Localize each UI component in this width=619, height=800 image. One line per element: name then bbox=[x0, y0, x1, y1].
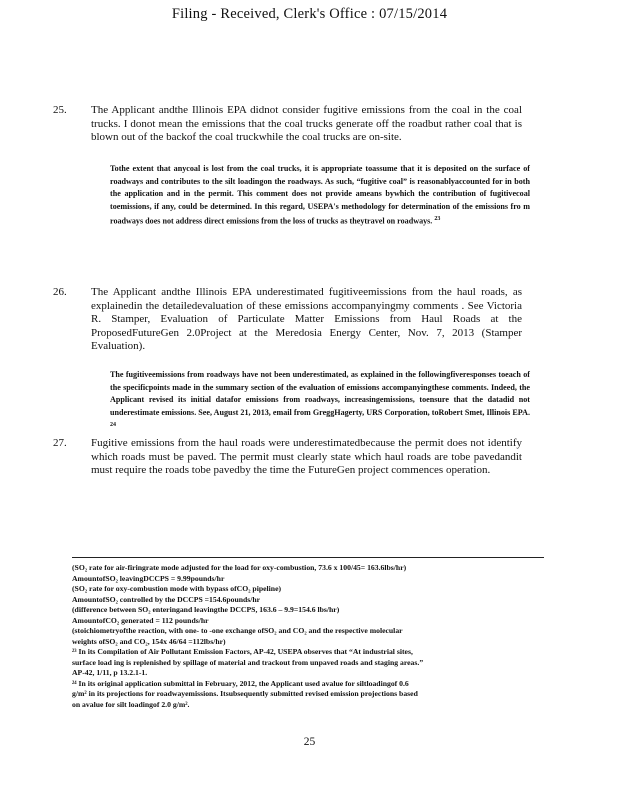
paragraph-text: The Applicant andthe Illinois EPA underestimated fugitiveemissions from the haul roads, as explainedin the detailedevaluation of these emissions accompanyingmy comments . See Victoria R. Stamper, Evaluation of Particulate Matter Emissions from Haul Roads at the ProposedFutureGen 2.0Project at the Meredosia Energy Center, Nov. 7, 2013 (Stamper Evaluation). bbox=[91, 286, 522, 353]
footnote-line: AmountofSO₂ leavingDCCPS = 9.99pounds/hr bbox=[72, 573, 225, 583]
footnote-ref: 23 bbox=[434, 216, 441, 223]
paragraph-number: 25. bbox=[53, 104, 67, 116]
page-number: 25 bbox=[303, 736, 316, 748]
footnote-line: weights ofSO₂ and CO₂, 154x 46/64 =112lbs/hr) bbox=[72, 636, 226, 646]
response-26 bbox=[110, 369, 530, 435]
footnote-line: surface load ing is replenished by spillage of material and trackout from unpaved roads and staging areas.” bbox=[72, 657, 424, 667]
footnote-line: AmountofSO₂ controlled by the DCCPS =154.6pounds/hr bbox=[72, 594, 261, 604]
paragraph-text: The Applicant andthe Illinois EPA didnot consider fugitive emissions from the coal in the coal trucks. I donot mean the emissions that the coal trucks generate off the roadbut rather coal that is blown out of the backof the coal truckwhile the coal trucks are on-site. bbox=[91, 104, 522, 144]
footnote-line: (stoichiometryofthe reaction, with one- to -one exchange ofSO₂ and CO₂ and the respective molecular bbox=[72, 626, 403, 635]
response-25 bbox=[110, 163, 530, 229]
footnote-line: (difference between SO₂ enteringand leavingthe DCCPS, 163.6 – 9.9=154.6 lbs/hr) bbox=[72, 605, 340, 614]
paragraph-26 bbox=[53, 286, 522, 354]
footnote-line: (SO₂ rate for oxy-combustion mode with bypass ofCO₂ pipeline) bbox=[72, 584, 282, 593]
footnote-line: AmountofCO₂ generated = 112 pounds/hr bbox=[72, 615, 209, 625]
paragraph-number: 26. bbox=[53, 286, 67, 298]
filing-header: Filing - Received, Clerk's Office : 07/15/2014 bbox=[171, 6, 448, 22]
response-text: The fugitiveemissions from roadways have not been underestimated, as explained in the followingfiveresponses toeach of the specificpoints made in the summary section of the evaluation of emissions accompanyingthese comments. Indeed, the Applicant revised its initial datafor emissions from roadways, increasingemissions, toensure that the datadid not underestimate emissions. See, August 21, 2013, email from GreggHagerty, URS Corporation, toRobert Smet, Illinois EPA. bbox=[110, 370, 530, 417]
footnotes bbox=[72, 563, 530, 710]
footnote-divider bbox=[72, 557, 544, 558]
footnote-line: on avalue for silt loadingof 2.0 g/m². bbox=[72, 699, 190, 709]
footnote-line: ²⁴ In its original application submittal in February, 2012, the Applicant used avalue for siltloadingof 0.6 bbox=[72, 678, 409, 688]
paragraph-text: Fugitive emissions from the haul roads were underestimatedbecause the permit does not identify which roads must be paved. The permit must clearly state which haul roads are tobe pavedandit must require the roads tobe pavedby the time the FutureGen project commences operation. bbox=[91, 437, 522, 477]
footnote-line: (SO₂ rate for air-firingrate mode adjusted for the load for oxy-combustion, 73.6 x 100/45= 163.6lbs/hr) bbox=[72, 563, 407, 572]
footnote-line: g/m² in its projections for roadwayemissions. Itsubsequently submitted revised emission projections based bbox=[72, 689, 418, 698]
paragraph-27 bbox=[53, 437, 522, 478]
footnote-ref: 24 bbox=[110, 422, 116, 429]
footnote-line: ²³ In its Compilation of Air Pollutant Emission Factors, AP-42, USEPA observes that “At industrial sites, bbox=[72, 647, 413, 656]
footnote-line: AP-42, 1/11, p 13.2.1-1. bbox=[72, 668, 148, 677]
paragraph-number: 27. bbox=[53, 437, 67, 449]
paragraph-25 bbox=[53, 104, 522, 145]
response-text: Tothe extent that anycoal is lost from the coal trucks, it is appropriate toassume that it is deposited on the surface of roadways and contributes to the silt loadingon the roadways. As such, “fugitive coal” is reasonablyaccounted for in both the application and in the permit. This comment does not provide ameans bywhich the contribution of fugitivecoal toemissions, if any, could be determined. In this regard, USEPA's methodology for determination of the emissions fro m roadways does not address direct emissions from the loss of trucks as theytravel on roadways. bbox=[110, 164, 530, 227]
